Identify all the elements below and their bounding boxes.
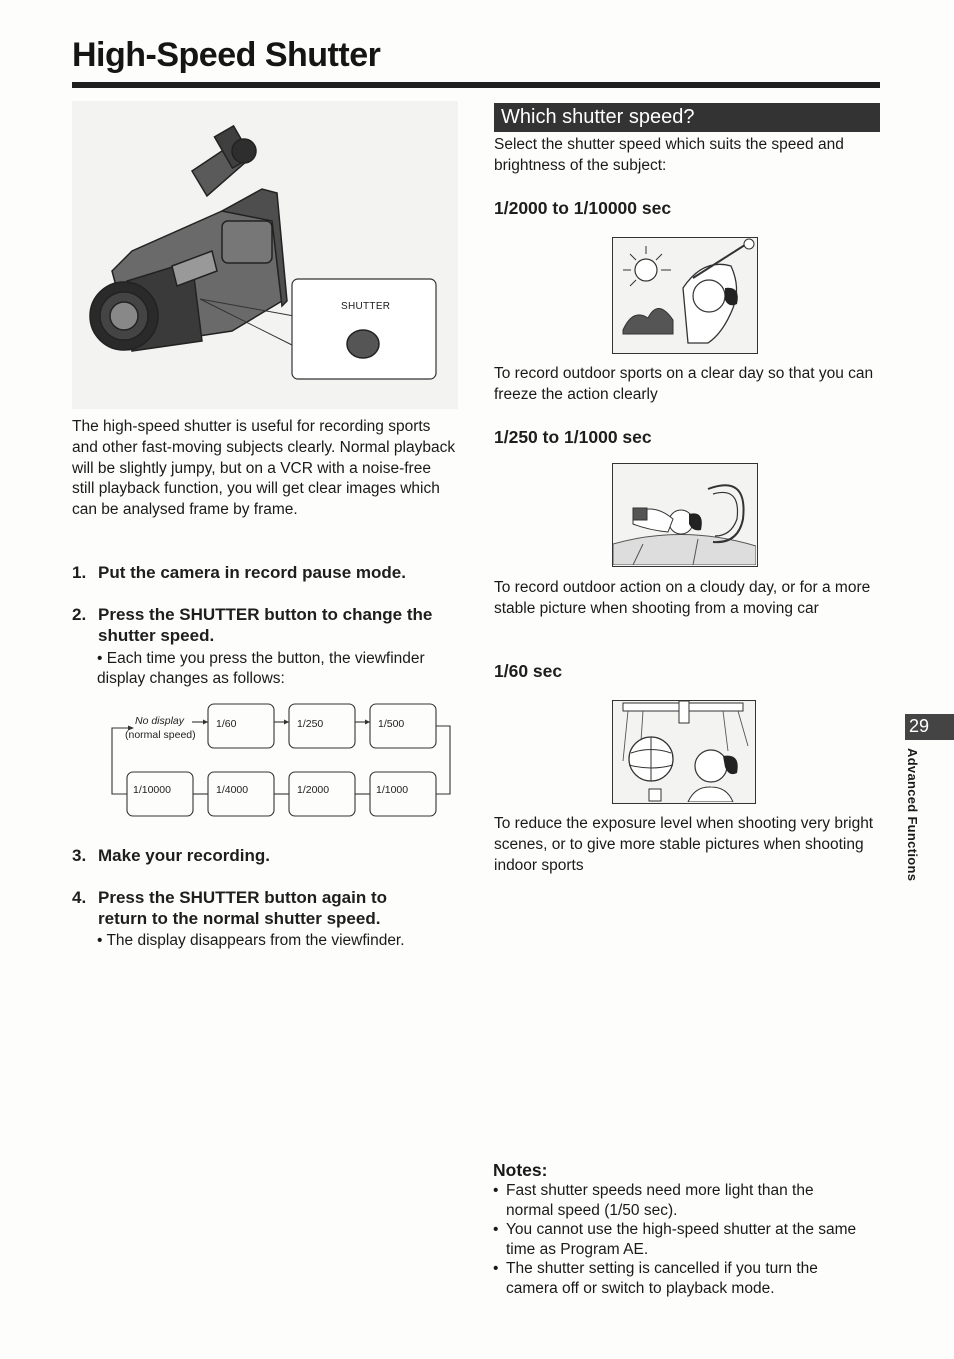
note-item: • Fast shutter speeds need more light than the normal speed (1/50 sec). xyxy=(493,1181,863,1220)
cycle-box-label: 1/4000 xyxy=(216,784,249,796)
cycle-box-label: 1/250 xyxy=(297,718,324,730)
intro-paragraph: The high-speed shutter is useful for recording sports and other fast-moving subjects clearly. Normal playback will be slightly jumpy, but on a VCR with a noise-free still playback function, you will get clear images which can be analysed frame by frame. xyxy=(72,418,456,519)
shutter-cycle-diagram xyxy=(110,700,455,822)
cycle-start-label: No display xyxy=(135,715,185,727)
step-text: Press the SHUTTER button again to return to the normal shutter speed. xyxy=(98,888,388,928)
section-side-label: Advanced Functions xyxy=(905,748,920,882)
basketball-illustration xyxy=(612,700,756,804)
step-2 xyxy=(72,604,457,650)
page-title: High-Speed Shutter xyxy=(72,36,381,74)
notes-list xyxy=(493,1181,863,1298)
speed-heading: 1/2000 to 1/10000 sec xyxy=(494,198,672,218)
step-4-note: • The display disappears from the viewfinder. xyxy=(97,932,405,949)
shutter-callout-label: SHUTTER xyxy=(341,301,391,312)
section-banner: Which shutter speed? xyxy=(494,103,880,132)
step-number: 2. xyxy=(72,605,87,624)
step-1 xyxy=(72,562,457,586)
note-item: • The shutter setting is cancelled if you turn the camera off or switch to playback mode. xyxy=(493,1259,863,1298)
speed-heading: 1/60 sec xyxy=(494,661,563,681)
skateboard-illustration xyxy=(612,463,758,567)
cycle-diagram-svg xyxy=(110,700,455,822)
step-number: 3. xyxy=(72,846,87,865)
step-2-note: • Each time you press the button, the viewfinder display changes as follows: xyxy=(97,650,425,687)
skater-icon xyxy=(613,464,756,565)
cycle-box-label: 1/10000 xyxy=(133,784,171,796)
cycle-start-sub: (normal speed) xyxy=(125,729,196,741)
cycle-box-label: 1/500 xyxy=(378,718,405,730)
step-note-text: The display disappears from the viewfinder. xyxy=(106,932,405,949)
golf-illustration xyxy=(612,237,758,354)
step-4 xyxy=(72,887,457,933)
step-number: 1. xyxy=(72,563,87,582)
speed-desc: To record outdoor sports on a clear day so that you can freeze the action clearly xyxy=(494,365,874,403)
speed-desc: To reduce the exposure level when shooting very bright scenes, or to give more stable pictures when shooting indoor sports xyxy=(494,815,874,874)
step-text: Press the SHUTTER button to change the shutter speed. xyxy=(98,605,433,645)
note-item: • You cannot use the high-speed shutter at the same time as Program AE. xyxy=(493,1220,863,1259)
step-3 xyxy=(72,845,457,869)
title-rule xyxy=(72,82,880,88)
camera-illustration xyxy=(72,101,458,409)
cycle-box-label: 1/1000 xyxy=(376,784,409,796)
cycle-box-label: 1/60 xyxy=(216,718,237,730)
step-text: Make your recording. xyxy=(98,846,270,865)
speed-desc: To record outdoor action on a cloudy day, or for a more stable picture when shooting from a moving car xyxy=(494,579,871,617)
step-number: 4. xyxy=(72,888,87,907)
basketball-player-icon xyxy=(613,701,754,802)
page-number: 29 xyxy=(909,716,930,736)
notes-title: Notes: xyxy=(493,1160,548,1180)
step-note-text: Each time you press the button, the viewfinder display changes as follows: xyxy=(97,650,425,687)
right-intro: Select the shutter speed which suits the speed and brightness of the subject: xyxy=(494,136,844,174)
speed-heading: 1/250 to 1/1000 sec xyxy=(494,427,652,447)
golfer-icon xyxy=(613,238,756,352)
step-text: Put the camera in record pause mode. xyxy=(98,563,406,582)
camcorder-icon xyxy=(72,101,458,409)
cycle-box-label: 1/2000 xyxy=(297,784,330,796)
